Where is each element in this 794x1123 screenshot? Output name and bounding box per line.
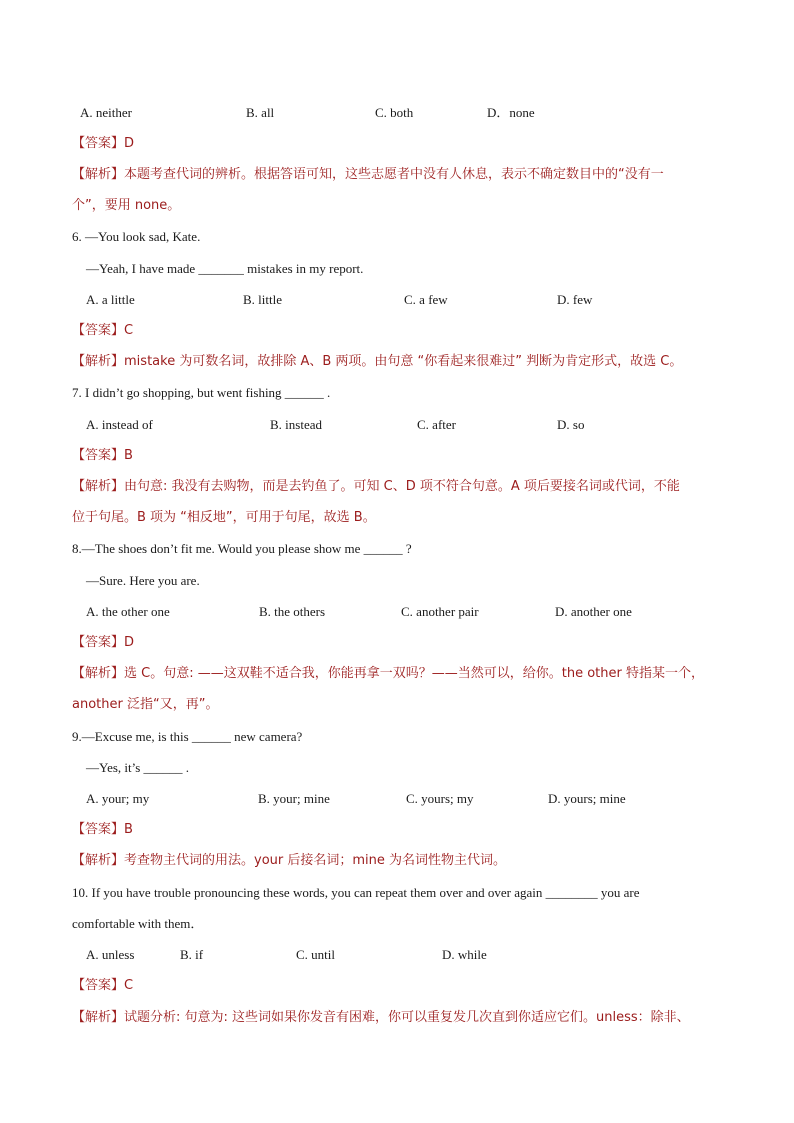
analysis-tag: 【解析】 [72,1010,125,1025]
q5-option-a: A. neither [80,105,132,120]
q8-stem-2: —Sure. Here you are. [86,573,200,588]
q7-analysis-text-1: 由句意: 我没有去购物，而是去钓鱼了。可知 C、D 项不符合句意。A 项后要接名词或代词，不能 [124,479,680,494]
q5-option-c: C. both [375,105,414,120]
q6-option-b: B. little [243,292,282,307]
q6-option-d: D. few [557,292,593,307]
q5-answer-line [72,135,134,153]
analysis-tag: 【解析】 [72,354,125,369]
q5-analysis-line-1 [72,166,664,184]
answer-tag: 【答案】 [72,323,125,338]
q7-option-d: D. so [557,417,585,432]
q7-stem-1: 7. I didn’t go shopping, but went fishing ______ . [72,385,331,400]
q8-option-c: C. another pair [401,604,479,619]
q6-answer-line [72,322,133,340]
q7-option-b: B. instead [270,417,322,432]
q6-analysis-line-1 [72,353,682,371]
q10-analysis-text-1: 试题分析: 句意为: 这些词如果你发音有困难，你可以重复发几次直到你适应它们。unless：除非、 [124,1010,690,1025]
q7-answer-line [72,447,133,465]
q10-option-c: C. until [296,947,336,962]
q9-stem-2: —Yes, it’s ______ . [86,760,190,775]
answer-tag: 【答案】 [72,978,125,993]
answer-tag: 【答案】 [72,136,125,151]
analysis-tag: 【解析】 [72,666,125,681]
q10-option-d: D. while [442,947,487,962]
q5-analysis-line-2: 个”，要用 none。 [72,198,181,213]
q6-answer: C [124,323,134,338]
analysis-tag: 【解析】 [72,167,125,182]
answer-tag: 【答案】 [72,448,125,463]
q7-analysis-line-2: 位于句尾。B 项为 “相反地”，可用于句尾，故选 B。 [72,510,376,525]
q9-answer-line [72,821,133,839]
q10-answer-line [72,977,133,995]
q9-analysis-text-1: 考查物主代词的用法。your 后接名词；mine 为名词性物主代词。 [124,853,507,868]
q9-answer: B [124,822,133,837]
q9-option-c: C. yours; my [406,791,474,806]
q6-stem-2: —Yeah, I have made _______ mistakes in my report. [86,261,364,276]
q7-option-c: C. after [417,417,456,432]
q10-stem-1: 10. If you have trouble pronouncing these words, you can repeat them over and over again ________ you are [72,885,640,900]
q5-option-b: B. all [246,105,275,120]
q9-option-a: A. your; my [86,791,150,806]
q6-option-c: C. a few [404,292,448,307]
q10-option-a: A. unless [86,947,135,962]
q8-answer: D [124,635,135,650]
q7-option-a: A. instead of [86,417,153,432]
answer-tag: 【答案】 [72,635,125,650]
q6-option-a: A. a little [86,292,135,307]
answer-tag: 【答案】 [72,822,125,837]
q8-stem-1: 8.—The shoes don’t fit me. Would you please show me ______ ? [72,541,412,556]
analysis-tag: 【解析】 [72,853,125,868]
q10-stem-2: comfortable with them． [72,916,204,931]
q10-analysis-line-1 [72,1009,690,1027]
q7-analysis-line-1 [72,478,680,496]
q9-option-d: D. yours; mine [548,791,626,806]
q5-analysis-text-1: 本题考查代词的辨析。根据答语可知，这些志愿者中没有人休息，表示不确定数目中的“没有一 [124,167,664,182]
q10-answer: C [124,978,134,993]
q7-answer: B [124,448,133,463]
q8-option-b: B. the others [259,604,326,619]
q9-stem-1: 9.—Excuse me, is this ______ new camera? [72,729,303,744]
q5-answer: D [124,136,135,151]
q9-analysis-line-1 [72,852,506,870]
q6-stem-1: 6. —You look sad, Kate. [72,229,201,244]
q8-answer-line [72,634,134,652]
analysis-tag: 【解析】 [72,479,125,494]
q5-option-d: D．none [487,105,535,120]
q10-option-b: B. if [180,947,204,962]
q6-analysis-text-1: mistake 为可数名词，故排除 A、B 两项。由句意 “你看起来很难过” 判断为肯定形式，故选 C。 [124,354,683,369]
q9-option-b: B. your; mine [258,791,330,806]
q8-analysis-text-1: 选 C。句意: ——这双鞋不适合我，你能再拿一双吗？——当然可以，给你。the other 特指某一个， [124,666,704,681]
q8-option-a: A. the other one [86,604,170,619]
q8-analysis-line-2: another 泛指“又，再”。 [72,697,219,712]
q8-option-d: D. another one [555,604,632,619]
q8-analysis-line-1 [72,665,704,683]
